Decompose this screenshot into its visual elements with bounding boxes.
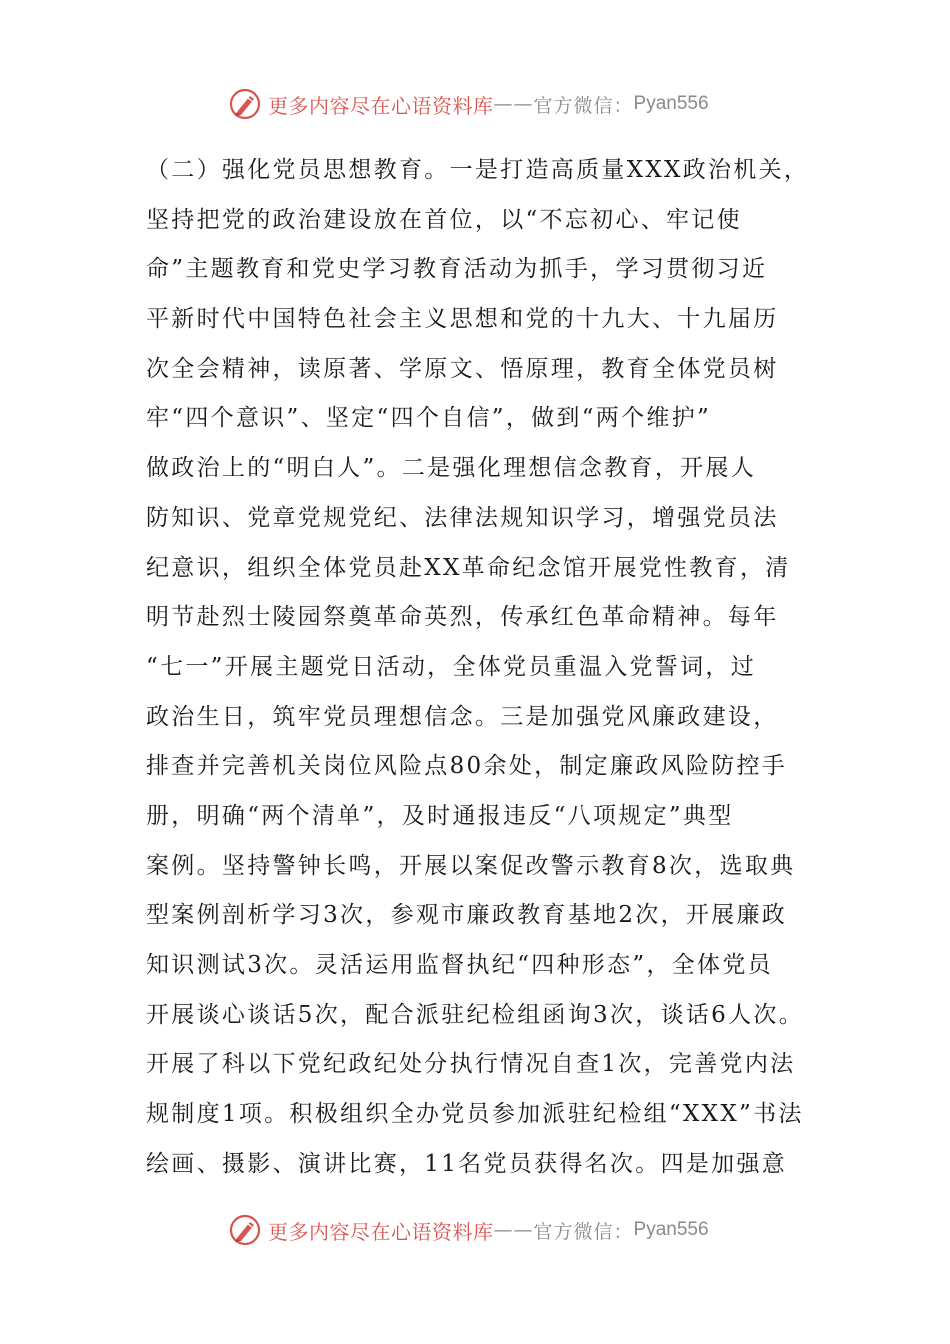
text-line: 政治生日，筑牢党员理想信念。三是加强党风廉政建设， bbox=[146, 703, 779, 730]
watermark-dash: —— bbox=[493, 93, 534, 115]
document-body bbox=[146, 146, 810, 1189]
pen-logo-icon bbox=[228, 87, 262, 121]
watermark-id-text: Pyan556 bbox=[633, 1219, 709, 1240]
text-line: （二）强化党员思想教育。一是打造高质量XXX政治机关， bbox=[146, 157, 810, 183]
watermark-main-text: 更多内容尽在心语资料库 bbox=[268, 1219, 494, 1244]
watermark-sub-text: 官方微信： bbox=[533, 94, 634, 117]
text-line: 纪意识，组织全体党员赴XX革命纪念馆开展党性教育，清 bbox=[146, 554, 791, 581]
header-watermark bbox=[228, 84, 728, 124]
text-line: 平新时代中国特色社会主义思想和党的十九大、十九届历 bbox=[146, 306, 779, 333]
watermark-sub-text: 官方微信： bbox=[533, 1220, 634, 1243]
pen-logo-icon bbox=[228, 1213, 262, 1247]
text-line: 规制度1项。积极组织全办党员参加派驻纪检组“XXX”书法 bbox=[146, 1101, 804, 1128]
watermark-dash: —— bbox=[493, 1219, 534, 1241]
text-line: 排查并完善机关岗位风险点80余处，制定廉政风险防控手 bbox=[146, 753, 788, 780]
text-line: 命”主题教育和党史学习教育活动为抓手，学习贯彻习近 bbox=[146, 256, 768, 283]
text-line: “七一”开展主题党日活动，全体党员重温入党誓词，过 bbox=[146, 653, 757, 680]
text-line: 开展谈心谈话5次，配合派驻纪检组函询3次，谈话6人次。 bbox=[146, 1001, 804, 1028]
text-line: 型案例剖析学习3次，参观市廉政教育基地2次，开展廉政 bbox=[146, 902, 788, 929]
text-line: 次全会精神，读原著、学原文、悟原理，教育全体党员树 bbox=[146, 355, 779, 382]
text-line: 牢“四个意识”、坚定“四个自信”，做到“两个维护” bbox=[146, 405, 712, 432]
text-line: 案例。坚持警钟长鸣，开展以案促改警示教育8次，选取典 bbox=[146, 852, 796, 879]
text-line: 防知识、党章党规党纪、法律法规知识学习，增强党员法 bbox=[146, 504, 779, 531]
text-line: 绘画、摄影、演讲比赛，11名党员获得名次。四是加强意 bbox=[146, 1150, 788, 1177]
text-line: 明节赴烈士陵园祭奠革命英烈，传承红色革命精神。每年 bbox=[146, 604, 779, 631]
text-line: 知识测试3次。灵活运用监督执纪“四种形态”，全体党员 bbox=[146, 952, 773, 978]
text-line: 开展了科以下党纪政纪处分执行情况自查1次，完善党内法 bbox=[146, 1051, 796, 1078]
watermark-main-text: 更多内容尽在心语资料库 bbox=[268, 93, 494, 118]
text-line: 坚持把党的政治建设放在首位，以“不忘初心、牢记使 bbox=[146, 206, 742, 233]
watermark-id-text: Pyan556 bbox=[633, 93, 709, 114]
text-line: 册，明确“两个清单”，及时通报违反“八项规定”典型 bbox=[146, 802, 734, 829]
text-line: 做政治上的“明白人”。二是强化理想信念教育，开展人 bbox=[146, 455, 757, 482]
footer-watermark bbox=[228, 1210, 728, 1250]
